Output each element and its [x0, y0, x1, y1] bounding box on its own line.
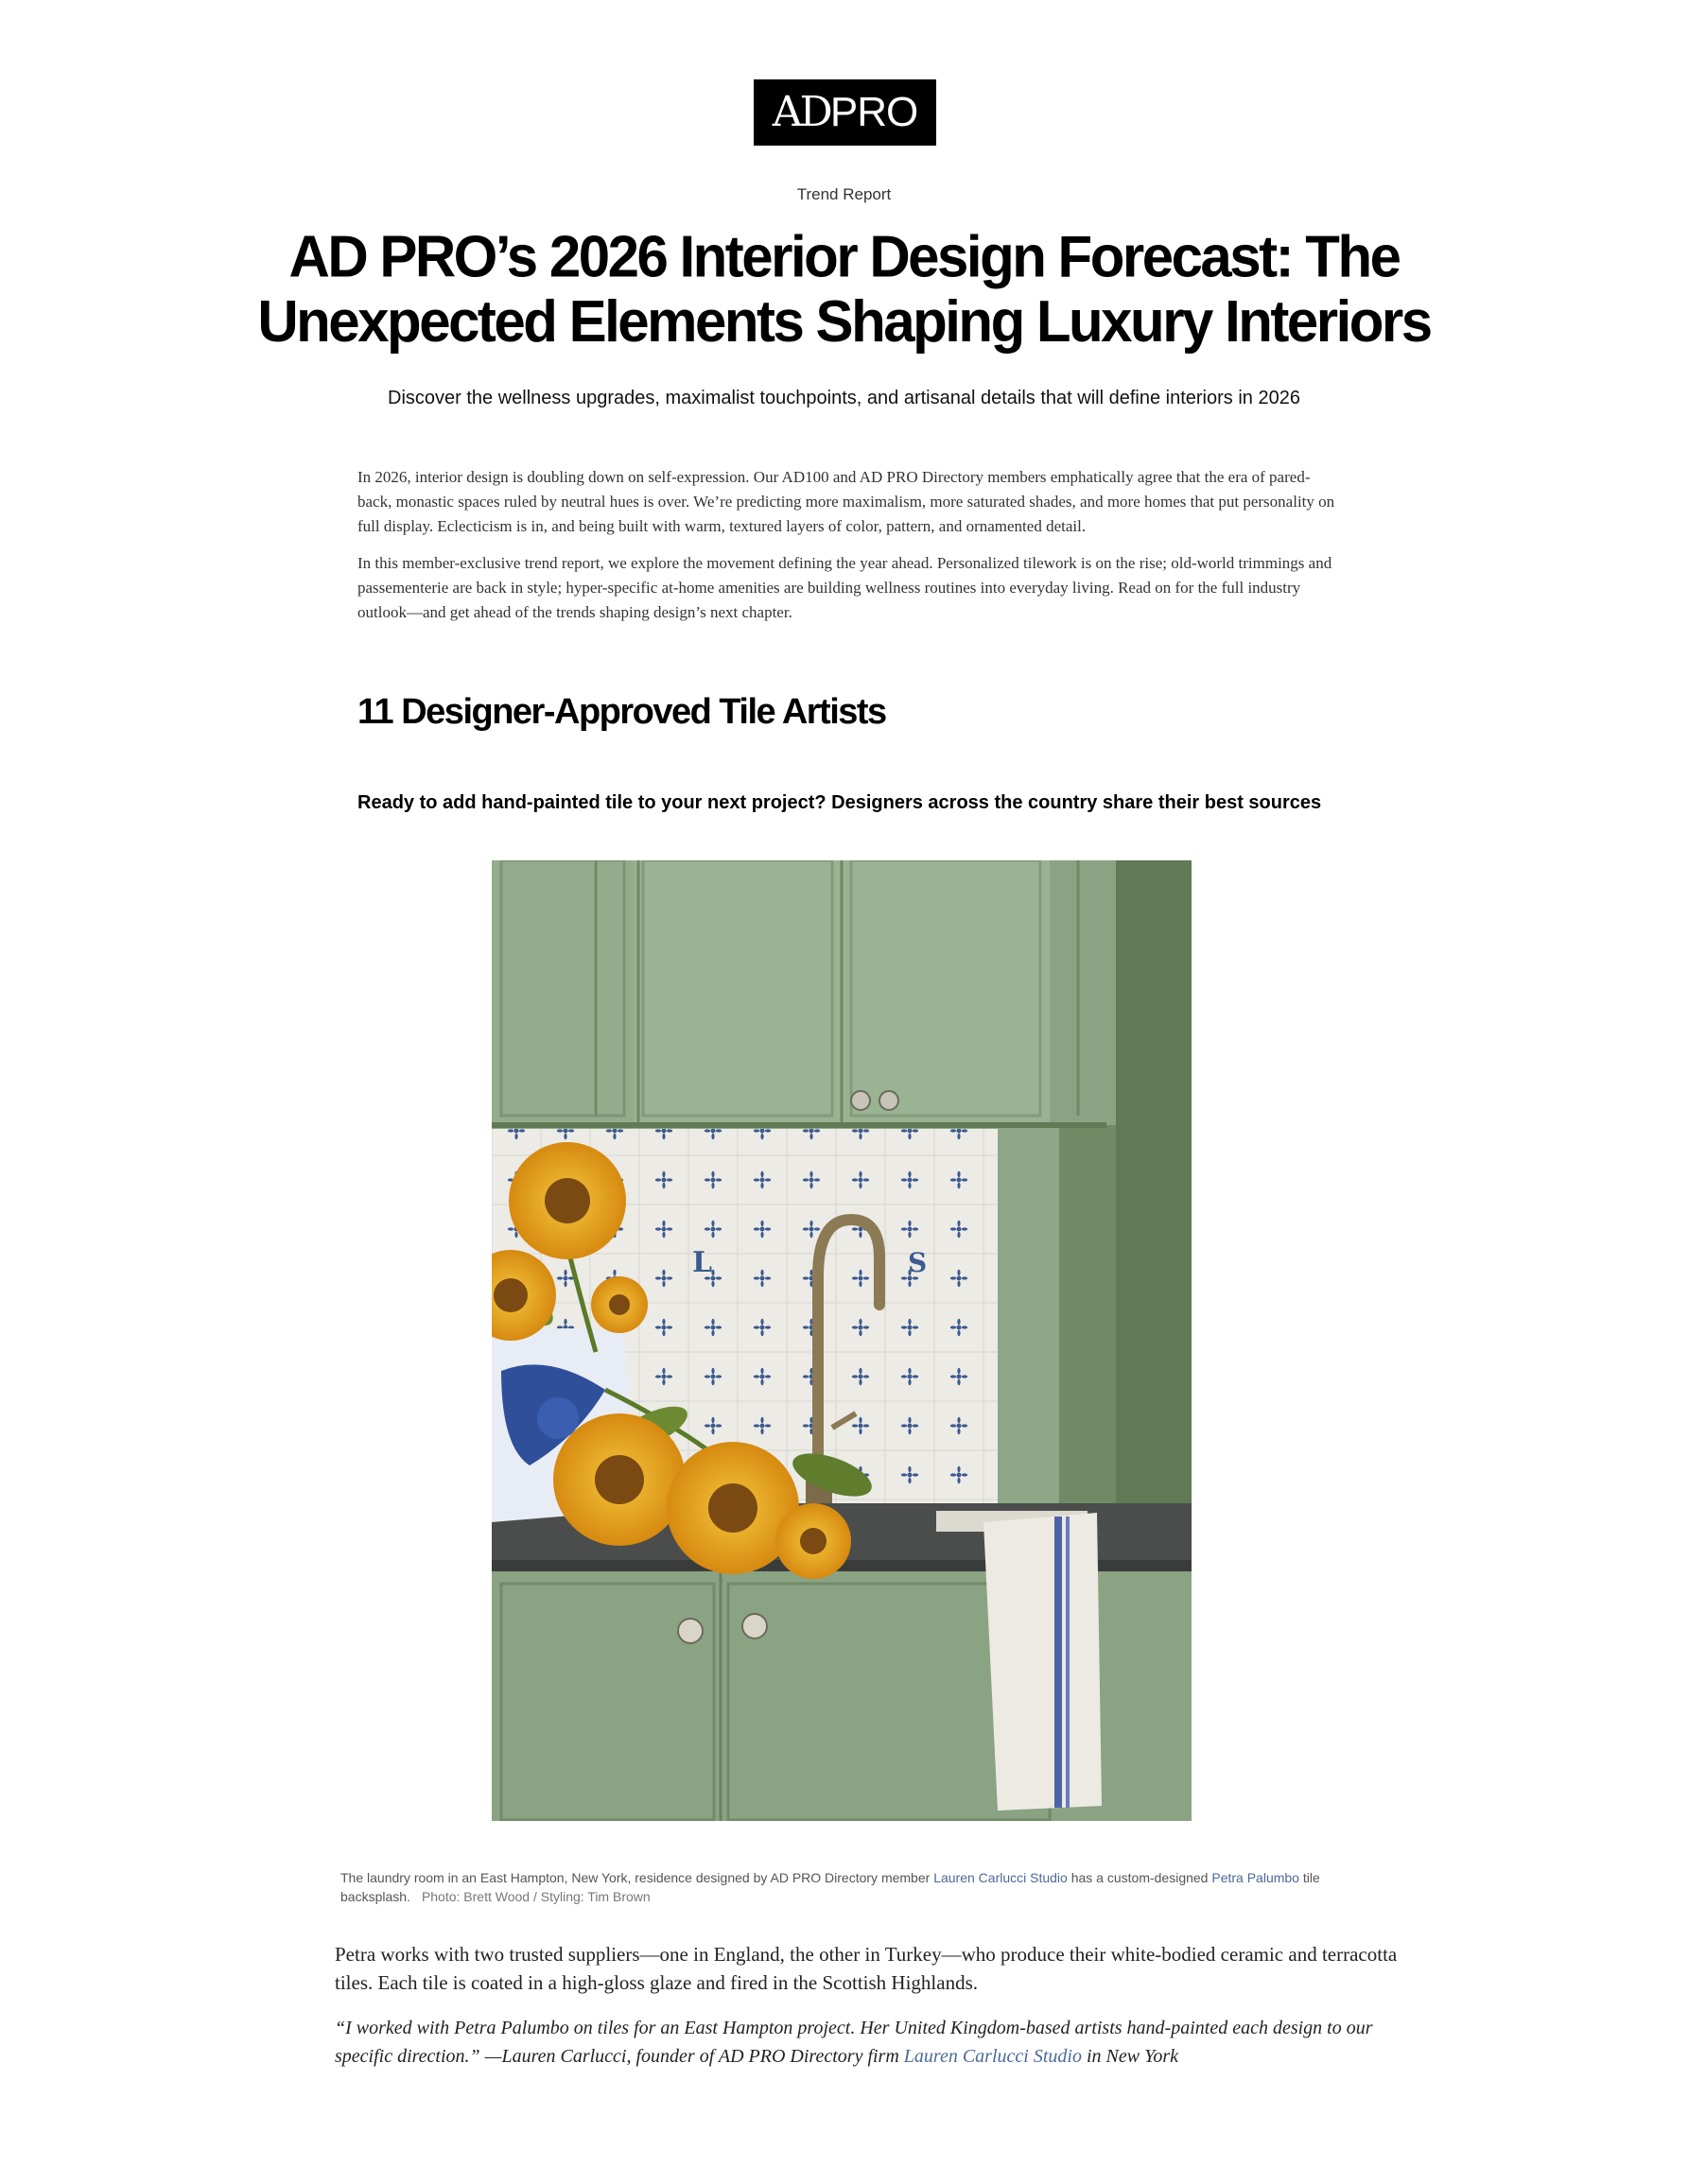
intro-paragraph-1: In 2026, interior design is doubling down on self-expression. Our AD100 and AD PRO Directory members emphatically agree that the era of pared-back, monastic spaces ruled by neutral hues is over. We’re predicting more maximalism, more saturated shades, and more homes that put personality on full display. Eclecticism is in, and being built with warm, textured layers of color, pattern, and ornamented detail. — [357, 468, 1335, 535]
laundry-room-photo — [492, 860, 1192, 1821]
logo-pro: PRO — [829, 89, 918, 135]
photo-caption — [340, 1868, 1409, 1906]
intro-text — [357, 465, 1341, 637]
caption-link-petra-palumbo[interactable]: Petra Palumbo — [1211, 1870, 1299, 1885]
kicker[interactable]: Trend Report — [796, 185, 892, 203]
body-paragraph: Petra works with two trusted suppliers—one in England, the other in Turkey—who produce their white-bodied ceramic and terracotta tiles. Each tile is coated in a high-gloss glaze and fired in the Scottish Highlands. — [335, 1943, 1398, 1994]
headline-line-2: Unexpected Elements Shaping Luxury Interiors — [257, 287, 1431, 355]
photo-credit: Photo: Brett Wood / Styling: Tim Brown — [421, 1889, 651, 1904]
quote-link-lauren-carlucci-studio[interactable]: Lauren Carlucci Studio — [903, 2046, 1082, 2067]
section-title: 11 Designer-Approved Tile Artists — [357, 692, 886, 732]
laundry-room-illustration — [492, 860, 1192, 1821]
caption-text-3: tile backsplash. — [340, 1870, 1320, 1904]
quote-tail: in New York — [1081, 2046, 1179, 2067]
designer-quote — [335, 2014, 1432, 2071]
adpro-logo[interactable] — [754, 79, 936, 146]
headline — [227, 224, 1461, 354]
headline-line-1: AD PRO’s 2026 Interior Design Forecast: The — [288, 223, 1400, 289]
logo-ad: AD — [772, 88, 830, 136]
caption-text-2: has a custom-designed — [1067, 1870, 1212, 1885]
caption-text-1: The laundry room in an East Hampton, New York, residence designed by AD PRO Directory member — [340, 1870, 934, 1885]
article-dek: Discover the wellness upgrades, maximalist touchpoints, and artisanal details that will define interiors in 2026 — [388, 388, 1300, 408]
section-dek: Ready to add hand-painted tile to your next project? Designers across the country share their best sources — [357, 792, 1322, 813]
tile-letter-s: S — [908, 1247, 928, 1278]
caption-link-lauren-carlucci-studio[interactable]: Lauren Carlucci Studio — [933, 1870, 1068, 1885]
tile-letter-l: L — [692, 1246, 713, 1279]
intro-paragraph-2: In this member-exclusive trend report, we explore the movement defining the year ahead. Personalized tilework is on the rise; old-world trimmings and passementerie are back in style; hyper-specific at-home amenities are building wellness routines into everyday living. Read on for the full industry outlook—and get ahead of the trends shaping design’s next chapter. — [357, 554, 1332, 621]
quote-text: “I worked with Petra Palumbo on tiles for an East Hampton project. Her United Kingdom-based artists hand-painted each design to our specific direction.” —Lauren Carlucci, founder of AD PRO Directory firm — [335, 2018, 1373, 2067]
